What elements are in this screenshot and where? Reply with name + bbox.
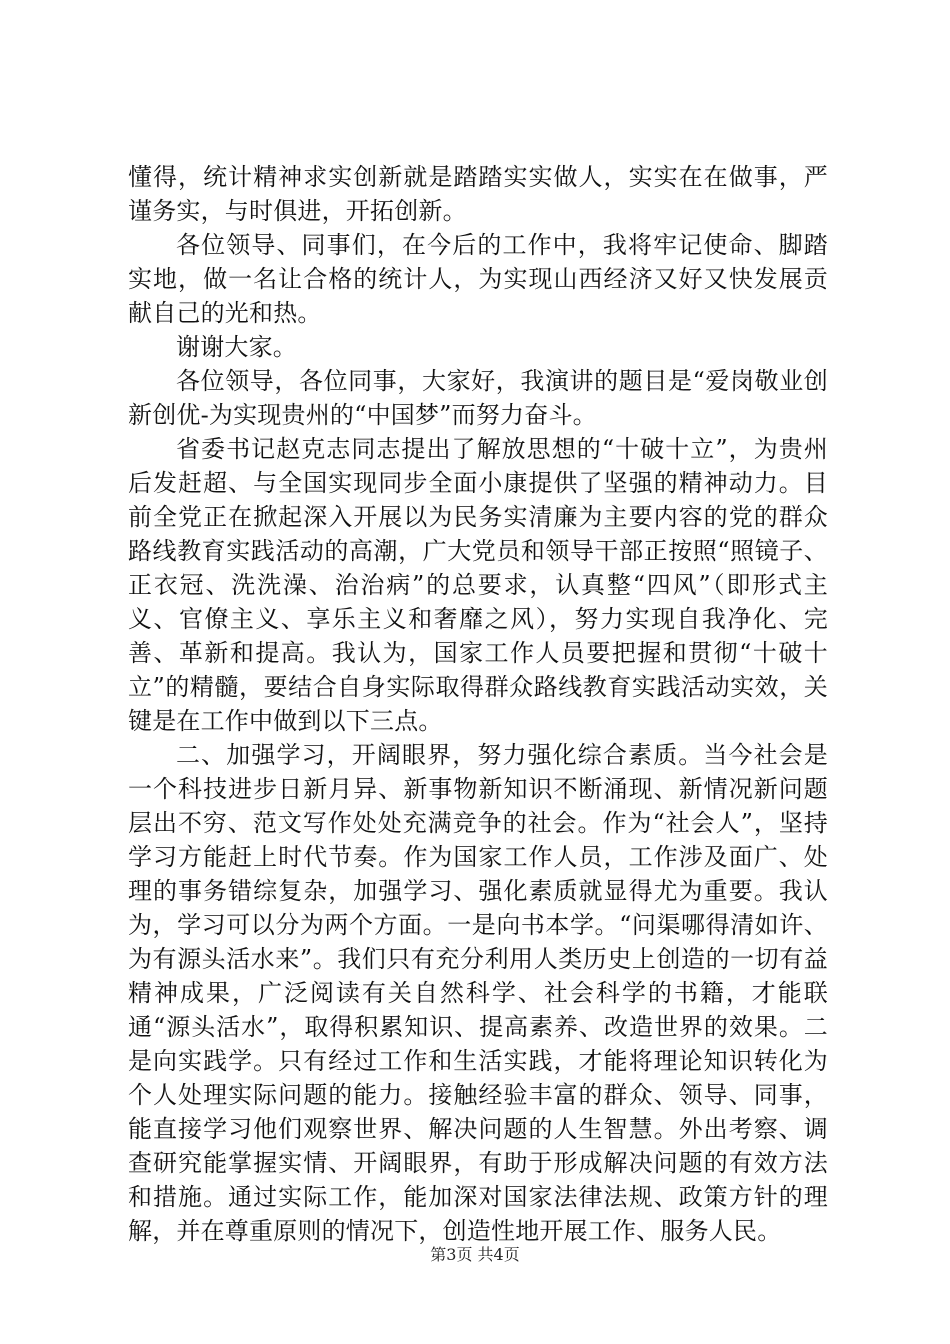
- paragraph-6: 二、加强学习，开阔眼界，努力强化综合素质。当今社会是一个科技进步日新月异、新事物新知识不断涌现、新情况新问题层出不穷、范文写作处处充满竞争的社会。作为“社会人”，坚持学习方能赶上时代节奏。作为国家工作人员，工作涉及面广、处理的事务错综复杂，加强学习、强化素质就显得尤为重要。我认为，学习可以分为两个方面。一是向书本学。“问渠哪得清如许、为有源头活水来”。我们只有充分利用人类历史上创造的一切有益精神成果，广泛阅读有关自然科学、社会科学的书籍，才能联通“源头活水”，取得积累知识、提高素养、改造世界的效果。二是向实践学。只有经过工作和生活实践，才能将理论知识转化为个人处理实际问题的能力。接触经验丰富的群众、领导、同事，能直接学习他们观察世界、解决问题的人生智慧。外出考察、调查研究能掌握实情、开阔眼界，有助于形成解决问题的有效方法和措施。通过实际工作，能加深对国家法律法规、政策方针的理解，并在尊重原则的情况下，创造性地开展工作、服务人民。: [128, 741, 828, 1245]
- page-number-footer: 第3页 共4页: [430, 1245, 520, 1264]
- paragraph-5: 省委书记赵克志同志提出了解放思想的“十破十立”，为贵州后发赶超、与全国实现同步全面小康提供了坚强的精神动力。目前全党正在掀起深入开展以为民务实清廉为主要内容的党的群众路线教育实践活动的高潮，广大党员和领导干部正按照“照镜子、正衣冠、洗洗澡、治治病”的总要求，认真整“四风”（即形式主义、官僚主义、享乐主义和奢靡之风），努力实现自我净化、完善、革新和提高。我认为，国家工作人员要把握和贯彻“十破十立”的精髓，要结合自身实际取得群众路线教育实践活动实效，关键是在工作中做到以下三点。: [128, 435, 828, 735]
- paragraph-2: 各位领导、同事们，在今后的工作中，我将牢记使命、脚踏实地，做一名让合格的统计人，为实现山西经济又好又快发展贡献自己的光和热。: [128, 231, 828, 327]
- paragraph-3: 谢谢大家。: [176, 333, 297, 361]
- paragraph-4: 各位领导，各位同事，大家好，我演讲的题目是“爱岗敬业创新创优-为实现贵州的“中国梦”而努力奋斗。: [128, 367, 828, 429]
- document-body: [128, 160, 828, 1248]
- paragraph-1: 懂得，统计精神求实创新就是踏踏实实做人，实实在在做事，严谨务实，与时俱进，开拓创新。: [128, 163, 828, 225]
